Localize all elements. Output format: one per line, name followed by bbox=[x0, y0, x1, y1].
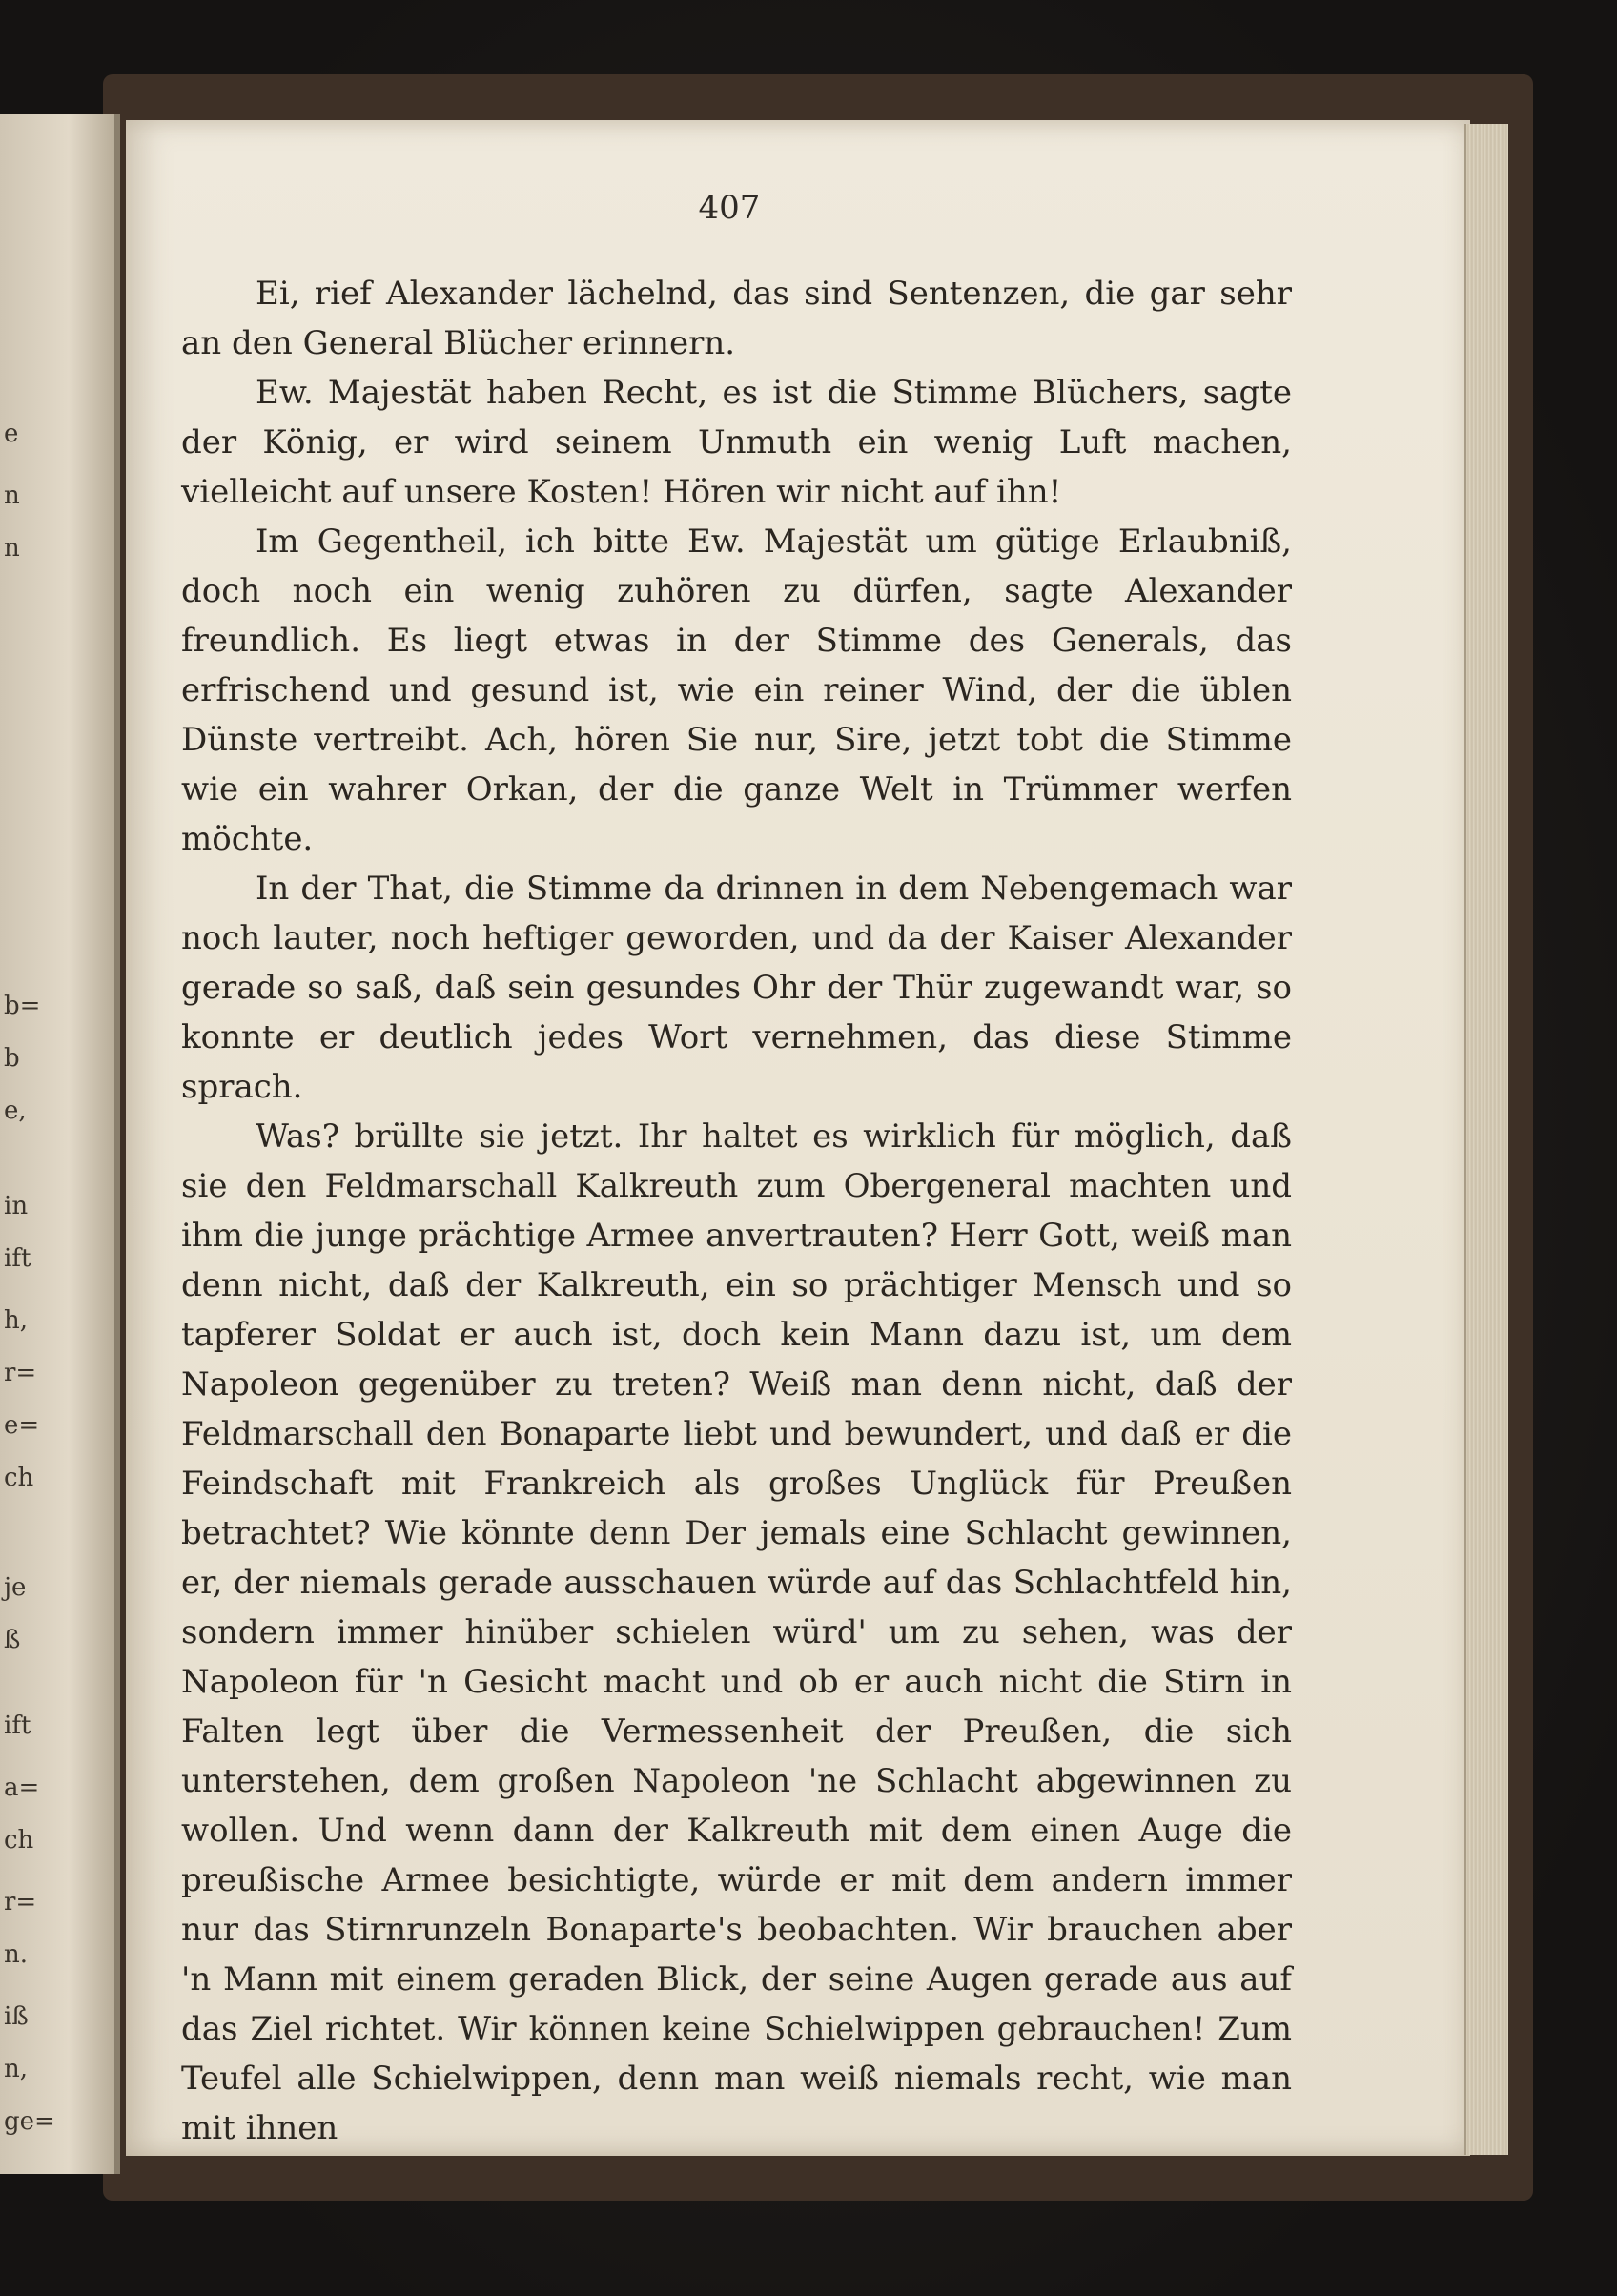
previous-page-fragment: a= bbox=[4, 1773, 40, 1802]
paragraph: In der That, die Stimme da drinnen in dem Nebengemach war noch lauter, noch heftiger geworden, und da der Kaiser Alexander gerade so saß, daß sein gesundes Ohr der Thür zugewandt war, so konnte er deutlich jedes Wort vernehmen, das diese Stimme sprach. bbox=[181, 870, 1292, 1106]
previous-page-fragment: e= bbox=[4, 1411, 40, 1440]
previous-page-fragment: ch bbox=[4, 1826, 34, 1855]
previous-page-fragment: e, bbox=[4, 1097, 27, 1125]
previous-page-fragment: ift bbox=[4, 1712, 31, 1740]
page-block-edge bbox=[1464, 124, 1508, 2155]
previous-page-fragment: n. bbox=[4, 1940, 29, 1969]
previous-page-fragment: iß bbox=[4, 2002, 29, 2031]
previous-page-fragment: e bbox=[4, 420, 19, 448]
page-number: 407 bbox=[698, 189, 761, 227]
previous-page-fragment: in bbox=[4, 1192, 29, 1220]
previous-page-fragment: h, bbox=[4, 1306, 29, 1335]
previous-page-fragment: n bbox=[4, 534, 20, 563]
previous-page-fragment: r= bbox=[4, 1888, 37, 1917]
previous-page-fragment: b bbox=[4, 1044, 20, 1073]
previous-page-fragment: ge= bbox=[4, 2107, 55, 2136]
paragraph: Ei, rief Alexander lächelnd, das sind Sentenzen, die gar sehr an den General Blücher erinnern. bbox=[181, 275, 1292, 362]
previous-page-edge bbox=[0, 114, 120, 2174]
paragraph: Ew. Majestät haben Recht, es ist die Stimme Blüchers, sagte der König, er wird seinem Unmuth ein wenig Luft machen, vielleicht auf unsere Kosten! Hören wir nicht auf ihn! bbox=[181, 374, 1292, 511]
page-body-text bbox=[181, 269, 1292, 2153]
previous-page-fragment: je bbox=[4, 1573, 27, 1602]
previous-page-fragment: n, bbox=[4, 2055, 29, 2083]
previous-page-fragment: n bbox=[4, 482, 20, 510]
previous-page-fragment: ift bbox=[4, 1244, 31, 1273]
previous-page-fragment: r= bbox=[4, 1359, 37, 1387]
previous-page-fragment: ß bbox=[4, 1626, 21, 1654]
paragraph: Was? brüllte sie jetzt. Ihr haltet es wirklich für möglich, daß sie den Feldmarschall Kalkreuth zum Obergeneral machten und ihm die junge prächtige Armee anvertrauten? Herr Gott, weiß man denn nicht, daß der Kalkreuth, ein so prächtiger Mensch und so tapferer Soldat er auch ist, doch kein Mann dazu ist, um dem Napoleon gegenüber zu treten? Weiß man denn nicht, daß der Feldmarschall den Bonaparte liebt und bewundert, und daß er die Feindschaft mit Frankreich als großes Unglück für Preußen betrachtet? Wie könnte denn Der jemals eine Schlacht gewinnen, er, der niemals gerade ausschauen würde auf das Schlachtfeld hin, sondern immer hinüber schielen würd' um zu sehen, was der Napoleon für 'n Gesicht macht und ob er auch nicht die Stirn in Falten legt über die Vermessenheit der Preußen, die sich unterstehen, dem großen Napoleon 'ne Schlacht abgewinnen zu wollen. Und wenn dann der Kalkreuth mit dem einen Auge die preußische Armee besichtigte, würde er mit dem andern immer nur das Stirnrunzeln Bonaparte's beobachten. Wir brauchen aber 'n Mann mit einem geraden Blick, der seine Augen gerade aus auf das Ziel richtet. Wir können keine Schielwippen gebrauchen! Zum Teufel alle Schielwippen, denn man weiß niemals recht, wie man mit ihnen bbox=[181, 1117, 1292, 2147]
previous-page-fragment: ch bbox=[4, 1464, 34, 1492]
previous-page-fragment: b= bbox=[4, 992, 41, 1020]
paragraph: Im Gegentheil, ich bitte Ew. Majestät um gütige Erlaubniß, doch noch ein wenig zuhören zu dürfen, sagte Alexander freundlich. Es liegt etwas in der Stimme des Generals, das erfrischend und gesund ist, wie ein reiner Wind, der die üblen Dünste vertreibt. Ach, hören Sie nur, Sire, jetzt tobt die Stimme wie ein wahrer Orkan, der die ganze Welt in Trümmer werfen möchte. bbox=[181, 523, 1292, 858]
